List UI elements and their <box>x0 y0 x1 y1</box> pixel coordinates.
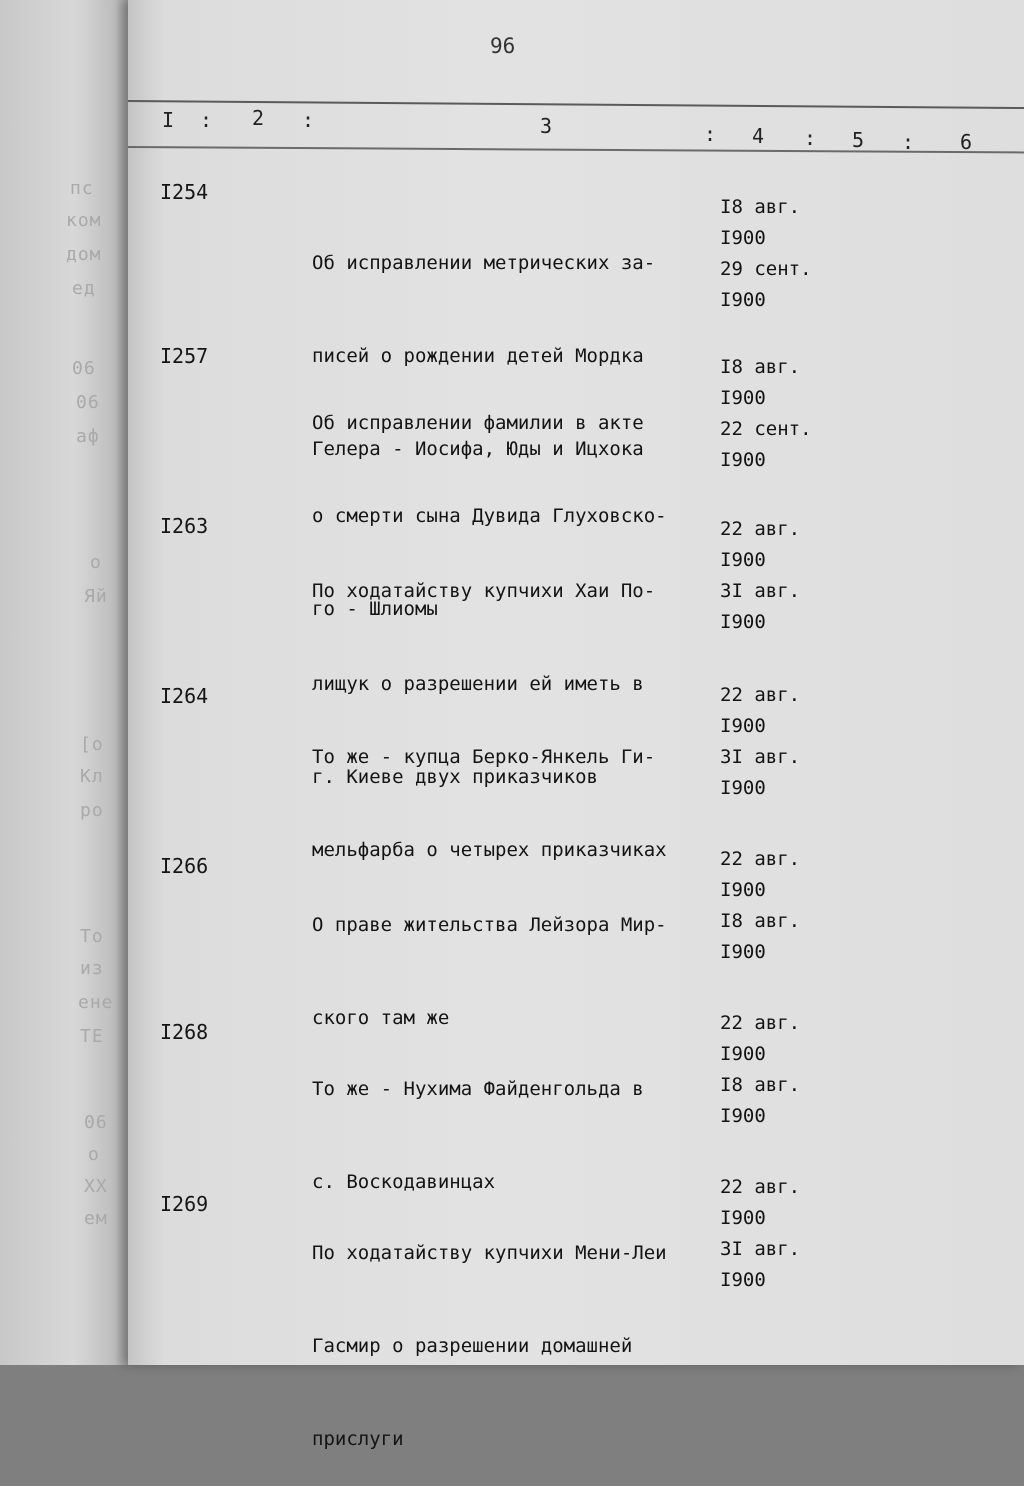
facing-page-fragment: ед <box>72 278 96 299</box>
facing-page-fragment: из <box>80 958 104 979</box>
facing-page-fragment: пс <box>70 178 94 199</box>
facing-page-fragment: ро <box>80 800 104 821</box>
facing-page-fragment: Кл <box>80 766 104 787</box>
column-number-1: I <box>162 108 175 132</box>
date-line: 22 авг. <box>720 1176 801 1198</box>
column-separator: : <box>200 108 213 132</box>
column-separator: : <box>704 122 717 146</box>
facing-page-fragment: 06 <box>76 392 100 413</box>
date-line: I900 <box>720 227 766 249</box>
description-line: го - Шлиомы <box>312 598 438 620</box>
column-separator: : <box>302 108 315 132</box>
description-line: с. Воскодавинцах <box>312 1171 496 1193</box>
facing-page-fragment: ком <box>66 210 102 231</box>
date-line: I8 авг. <box>720 196 801 218</box>
page-number: 96 <box>490 34 516 58</box>
facing-page-fragment: ене <box>78 992 114 1013</box>
date-line: I900 <box>720 1105 766 1127</box>
entry-dates <box>720 352 830 476</box>
date-line: I900 <box>720 879 766 901</box>
description-line: Об исправлении метрических за- <box>312 252 656 274</box>
facing-page-fragment: 06 <box>84 1112 108 1133</box>
date-line: I900 <box>720 387 766 409</box>
entry-number: I257 <box>160 344 209 368</box>
column-separator: : <box>804 126 817 150</box>
description-line: г. Киеве двух приказчиков <box>312 766 598 788</box>
description-line: По ходатайству купчихи Мени-Леи <box>312 1242 667 1264</box>
date-line: I900 <box>720 1207 766 1229</box>
facing-page-fragment: о <box>90 552 102 573</box>
description-line: Гелера - Иосифа, Юды и Ицхока <box>312 438 644 460</box>
date-line: 22 авг. <box>720 684 801 706</box>
description-line: Об исправлении фамилии в акте <box>312 412 644 434</box>
date-line: I900 <box>720 289 766 311</box>
facing-page-fragment: Яй <box>84 586 108 607</box>
date-line: 22 авг. <box>720 518 801 540</box>
date-line: 22 авг. <box>720 1012 801 1034</box>
description-line: прислуги <box>312 1428 404 1450</box>
description-line: То же - купца Берко-Янкель Ги- <box>312 746 656 768</box>
entry-dates <box>720 1008 830 1132</box>
date-line: 29 сент. <box>720 258 812 280</box>
facing-page-fragment: дом <box>66 244 102 265</box>
column-number-2: 2 <box>252 106 265 130</box>
date-line: I8 авг. <box>720 356 801 378</box>
date-line: I900 <box>720 611 766 633</box>
entry-dates <box>720 1172 830 1296</box>
column-number-4: 4 <box>752 124 765 148</box>
facing-page-fragment: аф <box>76 426 100 447</box>
date-line: I900 <box>720 715 766 737</box>
date-line: 22 сент. <box>720 418 812 440</box>
facing-page-fragment: о <box>88 1144 100 1165</box>
date-line: 22 авг. <box>720 848 801 870</box>
entry-dates <box>720 680 830 804</box>
description-line: писей о рождении детей Мордка <box>312 345 644 367</box>
entry-number: I269 <box>160 1192 209 1216</box>
date-line: I900 <box>720 1043 766 1065</box>
date-line: I900 <box>720 777 766 799</box>
description-line: То же - Нухима Файденгольда в <box>312 1078 644 1100</box>
entry-dates <box>720 192 830 316</box>
date-line: I900 <box>720 549 766 571</box>
date-line: 3I авг. <box>720 746 801 768</box>
description-line: лищук о разрешении ей иметь в <box>312 673 644 695</box>
entry-dates <box>720 844 830 968</box>
entry-number: I268 <box>160 1020 209 1044</box>
entry-number: I266 <box>160 854 209 878</box>
facing-page-fragment: ем <box>84 1208 108 1229</box>
entry-dates <box>720 514 830 638</box>
entry-number: I263 <box>160 514 209 538</box>
column-separator: : <box>902 130 915 154</box>
description-line: ского там же <box>312 1007 450 1029</box>
date-line: I900 <box>720 941 766 963</box>
entry-number: I254 <box>160 180 209 204</box>
facing-page <box>0 0 135 1365</box>
date-line: 3I авг. <box>720 580 801 602</box>
description-line: По ходатайству купчихи Хаи По- <box>312 580 656 602</box>
facing-page-fragment: 06 <box>72 358 96 379</box>
column-number-3: 3 <box>540 114 553 138</box>
facing-page-fragment: [о <box>80 734 104 755</box>
date-line: 3I авг. <box>720 1238 801 1260</box>
facing-page-fragment: ТЕ <box>80 1026 104 1047</box>
description-line: О праве жительства Лейзора Мир- <box>312 914 667 936</box>
entry-description <box>312 1176 712 1486</box>
description-line: о смерти сына Дувида Глуховско- <box>312 505 667 527</box>
date-line: I900 <box>720 1269 766 1291</box>
description-line: Гасмир о разрешении домашней <box>312 1335 633 1357</box>
date-line: I8 авг. <box>720 910 801 932</box>
entry-number: I264 <box>160 684 209 708</box>
description-line: мельфарба о четырех приказчиках <box>312 839 667 861</box>
column-number-6: 6 <box>960 130 973 154</box>
column-number-5: 5 <box>852 128 865 152</box>
date-line: I8 авг. <box>720 1074 801 1096</box>
facing-page-fragment: То <box>80 926 104 947</box>
date-line: I900 <box>720 449 766 471</box>
facing-page-fragment: ХХ <box>84 1176 108 1197</box>
